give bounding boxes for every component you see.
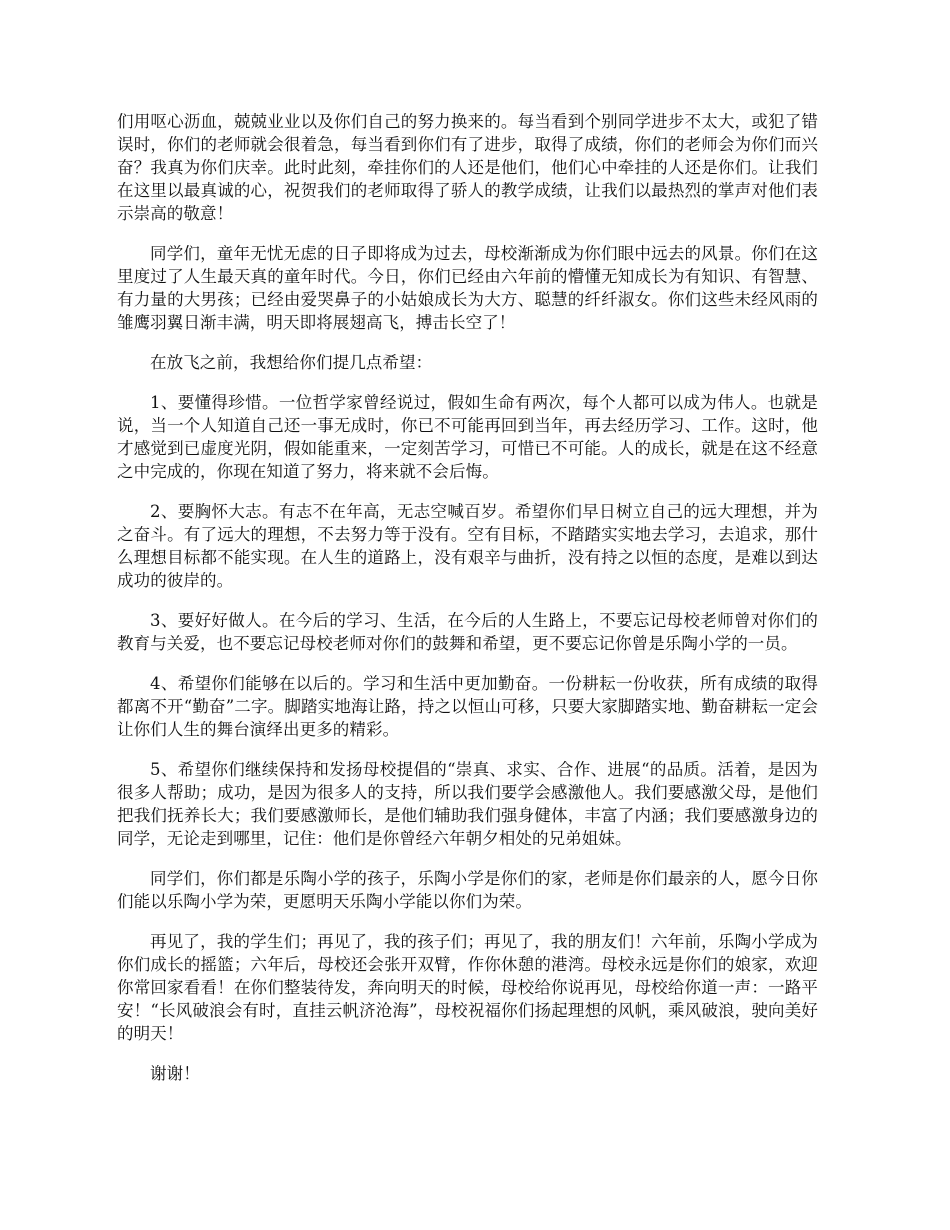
paragraph-hope-1: 1、要懂得珍惜。一位哲学家曾经说过，假如生命有两次，每个人都可以成为伟人。也就是说，当一个人知道自己还一事无成时，你已不可能再回到当年，再去经历学习、工作。这时，他才感觉到已虚度光阴，假如能重来，一定刻苦学习，可惜已不可能。人的成长，就是在这不经意之中完成的，你现在知道了努力，将来就不会后悔。 [117, 393, 818, 481]
paragraph-hope-3: 3、要好好做人。在今后的学习、生活，在今后的人生路上，不要忘记母校老师曾对你们的教育与关爱，也不要忘记母校老师对你们的鼓舞和希望，更不要忘记你曾是乐陶小学的一员。 [117, 611, 818, 653]
document-body [117, 110, 818, 1085]
paragraph-hope-2: 2、要胸怀大志。有志不在年高，无志空喊百岁。希望你们早日树立自己的远大理想，并为之奋斗。有了远大的理想，不去努力等于没有。空有目标，不踏踏实实地去学习，去追求，那什么理想目标都不能实现。在人生的道路上，没有艰辛与曲折，没有持之以恒的态度，是难以到达成功的彼岸的。 [117, 502, 818, 590]
paragraph-childhood: 同学们，童年无忧无虑的日子即将成为过去，母校渐渐成为你们眼中远去的风景。你们在这里度过了人生最天真的童年时代。今日，你们已经由六年前的懵懂无知成长为有知识、有智慧、有力量的大男孩；已经由爱哭鼻子的小姑娘成长为大方、聪慧的纤纤淑女。你们这些未经风雨的雏鹰羽翼日渐丰满，明天即将展翅高飞，搏击长空了！ [117, 244, 818, 332]
paragraph-hope-4: 4、希望你们能够在以后的。学习和生活中更加勤奋。一份耕耘一份收获，所有成绩的取得都离不开“勤奋”二字。脚踏实地海让路，持之以恒山可移，只要大家脚踏实地、勤奋耕耘一定会让你们人生的舞台演绎出更多的精彩。 [117, 674, 818, 739]
paragraph-hope-5: 5、希望你们继续保持和发扬母校提倡的“崇真、求实、合作、进展“的品质。活着，是因为很多人帮助；成功，是因为很多人的支持，所以我们要学会感激他人。我们要感激父母，是他们把我们抚养长大；我们要感激师长，是他们辅助我们强身健体，丰富了内涵；我们要感激身边的同学，无论走到哪里，记住：他们是你曾经六年朝夕相处的兄弟姐妹。 [117, 760, 818, 848]
paragraph-school-pride: 同学们，你们都是乐陶小学的孩子，乐陶小学是你们的家，老师是你们最亲的人，愿今日你们能以乐陶小学为荣，更愿明天乐陶小学能以你们为荣。 [117, 869, 818, 911]
paragraph-thanks: 谢谢！ [150, 1064, 200, 1083]
paragraph-farewell: 再见了，我的学生们；再见了，我的孩子们；再见了，我的朋友们！六年前，乐陶小学成为你们成长的摇篮；六年后，母校还会张开双臂，作你休憩的港湾。母校永远是你们的娘家，欢迎你常回家看看！在你们整装待发，奔向明天的时候，母校给你说再见，母校给你道一声：一路平安！“长风破浪会有时，直挂云帆济沧海”，母校祝福你们扬起理想的风帆，乘风破浪，驶向美好的明天！ [117, 932, 818, 1043]
paragraph-continuation: 们用呕心沥血，兢兢业业以及你们自己的努力换来的。每当看到个别同学进步不太大，或犯了错误时，你们的老师就会很着急，每当看到你们有了进步，取得了成绩，你们的老师会为你们而兴奋？我真为你们庆幸。此时此刻，牵挂你们的人还是他们，他们心中牵挂的人还是你们。让我们在这里以最真诚的心，祝贺我们的老师取得了骄人的教学成绩，让我们以最热烈的掌声对他们表示崇高的敬意！ [117, 112, 818, 223]
paragraph-hopes-intro: 在放飞之前，我想给你们提几点希望： [150, 353, 433, 372]
